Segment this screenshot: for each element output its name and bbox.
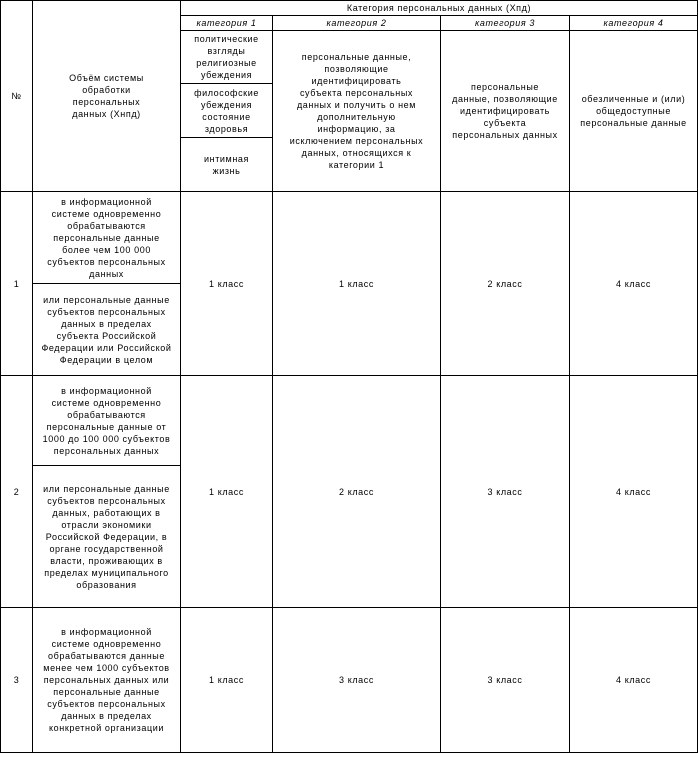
header-num: № [11,91,22,101]
category-1-item: философские убеждения состояние здоровья [194,87,259,134]
class-cell: 1 класс [208,278,244,289]
category-1-item: интимная жизнь [204,153,249,176]
row-volume-primary: в информационной системе одновременно обрабатываются данные менее чем 1000 субъектов персональных данных или персональные данные субъектов персональных данных в пределах конкретной организации [43,627,170,733]
row-volume-primary: в информационной системе одновременно обрабатываются персональные данные от 1000 до 100 000 субъектов персональных данных [42,385,171,456]
category-1-item: политические взгляды религиозные убеждения [194,34,259,80]
class-cell: 4 класс [615,486,651,497]
row-number: 1 [13,278,20,289]
header-volume: Объём системы обработки персональных данных (Хнпд) [69,73,144,119]
row-volume-alternative: или персональные данные субъектов персональных данных в пределах субъекта Российской Федерации или Российской Федерации в целом [41,294,172,365]
category-2-description: персональные данные, позволяющие идентифицировать субъекта персональных данных и получить о нем дополнительную информацию, за исключением персональных данных, относящихся к категории 1 [289,52,424,170]
class-cell: 3 класс [487,486,523,497]
category-3-description: персональные данные, позволяющие идентифицировать субъекта персональных данных [452,82,558,140]
class-cell: 1 класс [208,486,244,497]
row-number: 2 [13,486,20,497]
rule [0,752,698,753]
class-cell: 1 класс [338,278,374,289]
class-cell: 2 класс [487,278,523,289]
category-4-label: категория 4 [603,18,664,28]
class-cell: 4 класс [615,675,651,685]
category-3-label: категория 3 [474,18,536,28]
class-cell: 1 класс [208,675,244,685]
row-volume-primary: в информационной системе одновременно обрабатываются персональные данные более чем 100 000 субъектов персональных данных [47,196,166,279]
category-1-label: категория 1 [196,18,257,28]
row-number: 3 [13,675,20,685]
header-category-title: Категория персональных данных (Хпд) [346,3,532,13]
class-cell: 3 класс [487,675,523,685]
class-cell: 2 класс [338,486,374,497]
class-cell: 4 класс [615,278,651,289]
class-cell: 3 класс [338,675,374,685]
category-2-label: категория 2 [326,18,387,28]
row-volume-alternative: или персональные данные субъектов персональных данных, работающих в отрасли экономики Российской Федерации, в органе государственной власти, проживающих в пределах муниципального образования [43,483,170,590]
category-4-description: обезличенные и (или) общедоступные персональные данные [580,94,687,128]
